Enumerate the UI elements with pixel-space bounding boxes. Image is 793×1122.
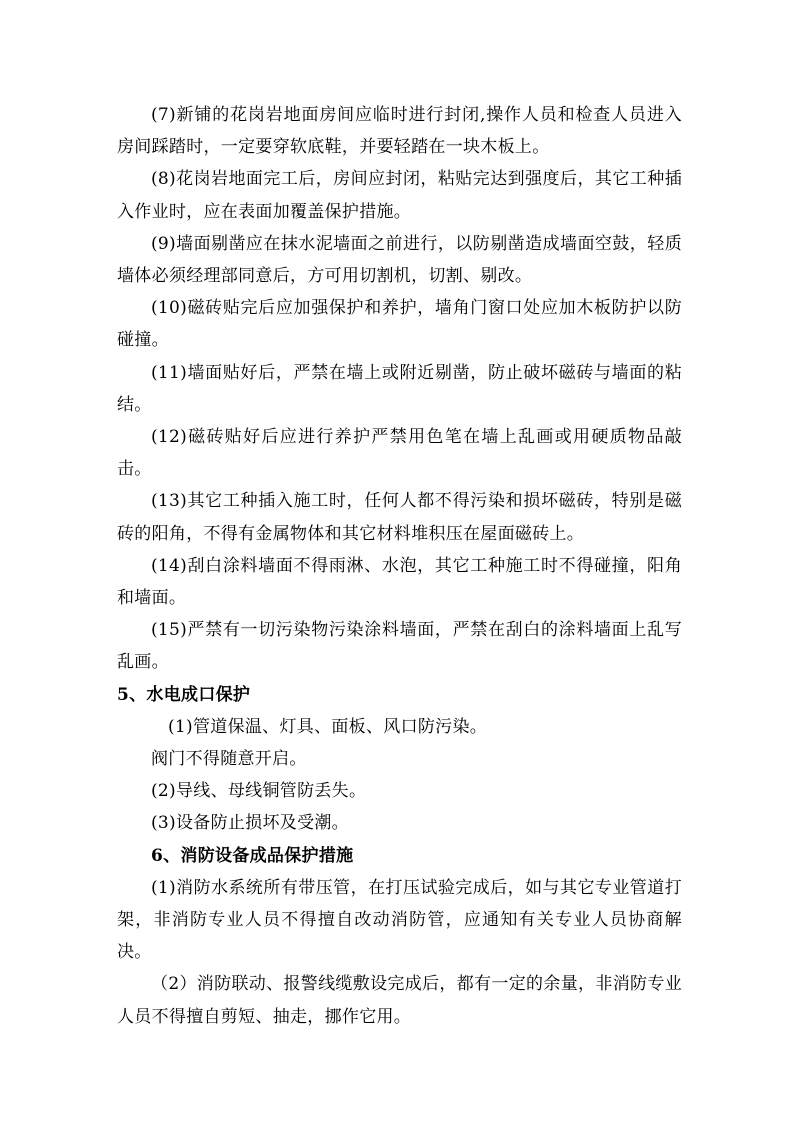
paragraph-7: (7)新铺的花岗岩地面房间应临时进行封闭,操作人员和检查人员进入房间踩踏时，一定要穿软底鞋，并要轻踏在一块木板上。 [117,105,682,158]
section-5-item-3: (3)设备防止损坏及受潮。 [151,813,349,834]
section-6-heading: 6、消防设备成品保护措施 [151,845,354,866]
section-5-heading: 5、水电成口保护 [117,684,251,705]
paragraph-15: (15)严禁有一切污染物污染涂料墙面，严禁在刮白的涂料墙面上乱写乱画。 [117,620,682,673]
paragraph-11: (11)墙面贴好后，严禁在墙上或附近剔凿，防止破坏磁砖与墙面的粘结。 [117,362,682,415]
paragraph-13: (13)其它工种插入施工时，任何人都不得污染和损坏磁砖，特别是磁砖的阳角，不得有金属物体和其它材料堆积压在屋面磁砖上。 [117,491,682,544]
section-5-item-1: (1)管道保温、灯具、面板、风口防污染。 [168,716,488,737]
paragraph-8: (8)花岗岩地面完工后，房间应封闭，粘贴完达到强度后，其它工种插入作业时，应在表面加覆盖保护措施。 [117,169,682,222]
paragraph-9: (9)墙面剔凿应在抹水泥墙面之前进行，以防剔凿造成墙面空鼓，轻质墙体必须经理部同意后，方可用切割机，切割、剔改。 [117,233,682,287]
paragraph-14: (14)刮白涂料墙面不得雨淋、水泡，其它工种施工时不得碰撞，阳角和墙面。 [117,555,682,609]
section-5-item-2: (2)导线、母线铜管防丢失。 [151,781,367,802]
paragraph-10: (10)磁砖贴完后应加强保护和养护，墙角门窗口处应加木板防护以防碰撞。 [117,298,682,351]
document-body [117,99,682,1033]
section-5-item-valve: 阀门不得随意开启。 [151,749,307,770]
section-6-item-2: （2）消防联动、报警线缆敷设完成后，都有一定的余量，非消防专业人员不得擅自剪短、抽走，挪作它用。 [117,974,682,1027]
section-6-item-1: (1)消防水系统所有带压管，在打压试验完成后，如与其它专业管道打架，非消防专业人员不得擅自改动消防管，应通知有关专业人员协商解决。 [117,877,682,963]
paragraph-12: (12)磁砖贴好后应进行养护严禁用色笔在墙上乱画或用硬质物品敲击。 [117,427,682,480]
